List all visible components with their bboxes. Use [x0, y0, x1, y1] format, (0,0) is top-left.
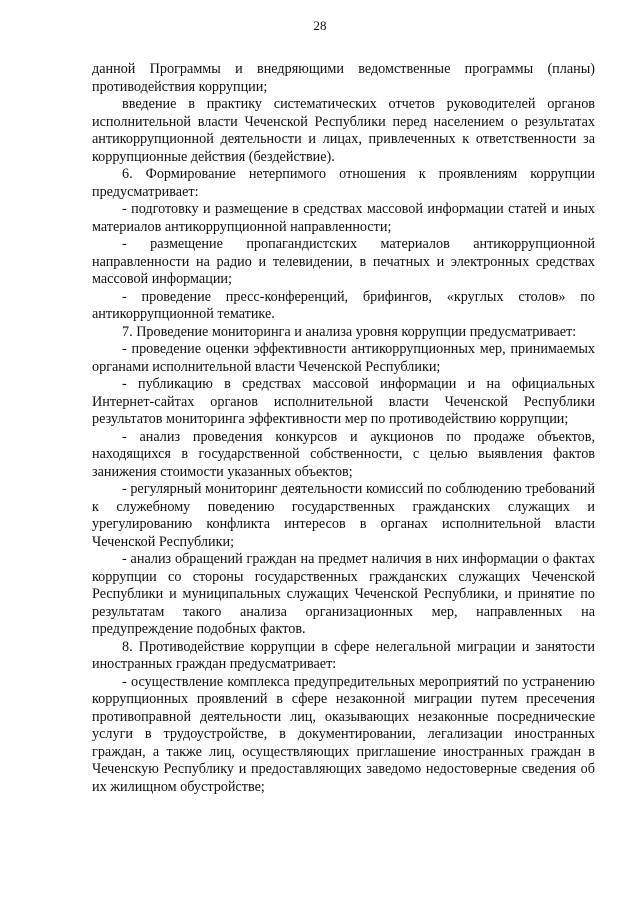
list-item: - публикацию в средствах массовой информации и на официальных Интернет-сайтах органов исполнительной власти Чеченской Республики результатов мониторинга эффективности мер по противодействию коррупции;: [92, 376, 595, 427]
list-item: - осуществление комплекса предупредительных мероприятий по устранению коррупционных проявлений в сфере незаконной миграции путем пресечения противоправной деятельности лиц, оказывающих незаконные посреднические услуги в трудоустройстве, в документировании, легализации иностранных граждан, а также лиц, осуществляющих приглашение иностранных граждан в Чеченскую Республику и предоставляющих заведомо недостоверные сведения об их жилищном обустройстве;: [92, 673, 595, 795]
paragraph: введение в практику систематических отчетов руководителей органов исполнительной власти Чеченской Республики перед населением о результатах антикоррупционной деятельности и лицах, привлеченных к ответственности за коррупционные действия (бездействие).: [92, 96, 595, 165]
list-item: - проведение оценки эффективности антикоррупционных мер, принимаемых органами исполнительной власти Чеченской Республики;: [92, 341, 595, 375]
document-body: [92, 61, 595, 796]
section-heading-7: 7. Проведение мониторинга и анализа уровня коррупции предусматривает:: [122, 323, 577, 340]
page-number: 28: [313, 18, 327, 33]
list-item: - размещение пропагандистских материалов антикоррупционной направленности на радио и телевидении, в печатных и электронных средствах массовой информации;: [92, 236, 595, 287]
section-heading-8: 8. Противодействие коррупции в сфере нелегальной миграции и занятости иностранных граждан предусматривает:: [92, 638, 595, 672]
section-heading-6: 6. Формирование нетерпимого отношения к проявлениям коррупции предусматривает:: [92, 166, 595, 200]
list-item: - регулярный мониторинг деятельности комиссий по соблюдению требований к служебному поведению государственных гражданских служащих и урегулированию конфликта интересов в органах исполнительной власти Чеченской Республики;: [92, 481, 595, 550]
list-item: - анализ обращений граждан на предмет наличия в них информации о фактах коррупции со стороны государственных гражданских служащих Чеченской Республики и муниципальных служащих Чеченской Республики, и принятие по результатам такого анализа организационных мер, направленных на предупреждение подобных фактов.: [92, 551, 595, 637]
list-item: - проведение пресс-конференций, брифингов, «круглых столов» по антикоррупционной тематике.: [92, 288, 595, 322]
paragraph: данной Программы и внедряющими ведомственные программы (планы) противодействия коррупции;: [92, 61, 595, 95]
list-item: - анализ проведения конкурсов и аукционов по продаже объектов, находящихся в государственной собственности, с целью выявления фактов занижения стоимости указанных объектов;: [92, 428, 595, 480]
list-item: - подготовку и размещение в средствах массовой информации статей и иных материалов антикоррупционной направленности;: [92, 201, 595, 235]
